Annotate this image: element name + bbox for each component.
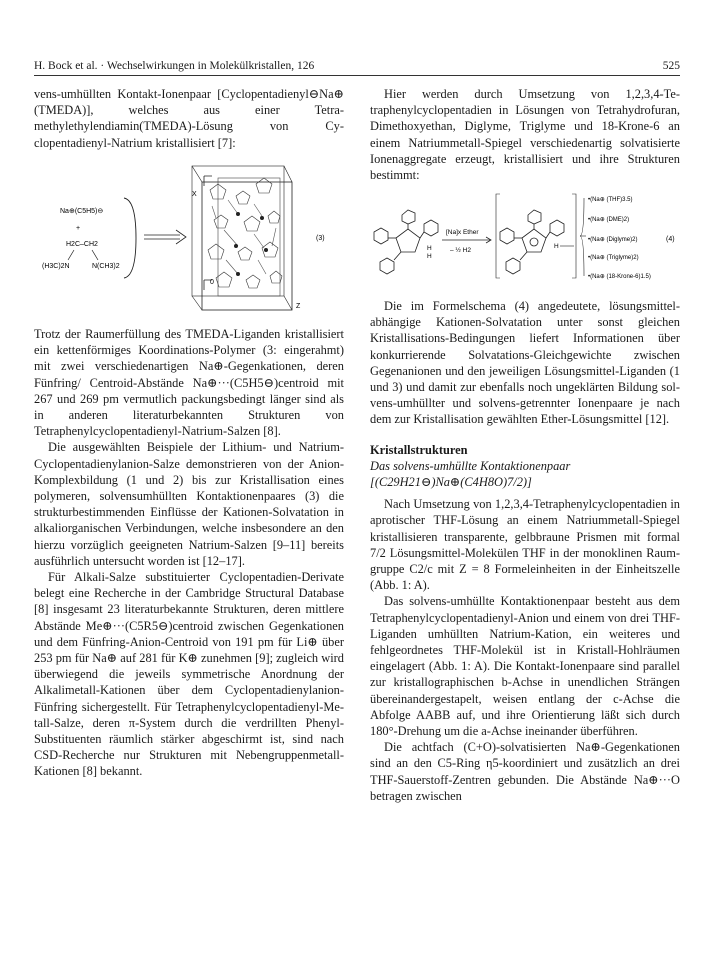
bracket-left — [496, 194, 500, 278]
reaction-arrow — [144, 230, 186, 244]
bracket-right — [572, 194, 586, 278]
axis-z-label: Z — [296, 303, 301, 310]
running-title: H. Bock et al. · Wechselwirkungen in Molekülkristallen, 126 — [34, 60, 315, 72]
solvate-dme: •(Na⊕ (DME)2) — [588, 217, 630, 223]
scheme3-label: (3) — [316, 235, 325, 242]
paragraph-left-1: Trotz der Raumerfüllung des TMEDA-Liganden kristallisiert ein kettenförmiges Koordinations-Polymer (3: eingerahmt) mit zwei verschiedenartigen Na⊕-Gegenkationen, deren Fünfring/ Centroid-Abstände Na⊕···(C5H5⊖)centroid mit 267 und 269 pm vermutlich packungsbedingt länger sind als in anderen literaturbekannten Strukturen von Tetraphenylcyclopentadienyl-Natrium-Salzen [8]. — [34, 327, 344, 439]
crystal-packing-diagram — [192, 166, 292, 310]
paragraph-right-5: Die achtfach (C+O)-solvatisierten Na⊕-Gegenkationen sind an den C5-Ring η5-koordiniert und zusätzlich an drei THF-Sauerstoff-Zentren gebunden. Die Abstände Na⊕···O betragen zwischen — [370, 740, 680, 803]
paragraph-right-1: Hier werden durch Umsetzung von 1,2,3,4-Tetraphenylcyclopentadien in Lösungen von Tetrahydrofuran, Dimethoxyethan, Diglyme, Triglyme und 18-Krone-6 an einem Natriummetall-Spiegel verschiedenartig solvatisierte Ionenaggregate erzeugt, kristallisiert und ihre Strukturen bestimmt: — [370, 87, 680, 183]
axis-origin-label: 0 — [210, 279, 214, 286]
scheme3-n-left: (H3C)2N — [42, 263, 70, 270]
page-number: 525 — [662, 60, 680, 72]
paragraph-left-3: Für Alkali-Salze substituierter Cyclopentadien-Derivate belegt eine Recherche in der Cambridge Structural Database [8] insgesamt 23 literaturbekannte Strukturen, deren mittlere Abstände Me⊕···(C5R5⊖)centroid zwischen Gegenkationen und dem Fünfring-Anion-Centroid von 191 pm für Li⊕ über 253 pm für Na⊕ auf 281 für K⊕ zunehmen [9]; zugleich wird überwiegend die jeweils symmetrische Anordnung der Alkalimetall-Kationen über dem Cyclopentadienylanion-Fünfring sichergestellt. Für Tetraphenylcyclopentadienyl-Metall-Salze, deren π-System durch die verdrillten Phenyl-Substituenten räumlich stärker abgeschirmt ist, sind nach CSD-Recherche nur Strukturen mit Nebengruppenmetall-Kationen [8] bekannt. — [34, 570, 344, 779]
right-column-top — [370, 86, 680, 183]
scheme4-h-left: H — [427, 253, 432, 260]
scheme4-label: (4) — [666, 236, 675, 243]
paragraph-left-2: Die ausgewählten Beispiele der Lithium- und Natrium-Cyclopentadienylanion-Salze demonstrieren von der Anion-Komplexbildung (1 und 2) bis zur Kristallisation eines polymeren, solvensumhüllten Kontaktionenpaares (3) die strukturbestimmenden Einflüsse der Kationen-Solvatation in alkaliorganischen Verbindungen, welche insbesondere an den hierzu vorzüglich geeigneten Natrium-Salzen [9–11] bereits ausführlich untersucht worden ist [12–17]. — [34, 440, 344, 568]
paragraph-right-2: Die im Formelschema (4) angedeutete, lösungsmittel-abhängige Kationen-Solvatation unter sonst gleichen Kristallisations-Bedingungen liefert Informationen über konkurrierende Solvatations-Gleichgewichte zwischen Gegenanionen und den jeweiligen Lösungsmittel-Liganden (1 und 3) und damit zur ebenfalls noch ungeklärten Bildung solvens-umhüllter und solvens-getrennter Ionenpaare je nach dem zur Kristallisation gewählten Ether-Lösungsmittel [12]. — [370, 299, 680, 427]
solvate-diglyme: •(Na⊕ (Diglyme)2) — [588, 237, 638, 243]
scheme-4-figure — [366, 186, 682, 286]
paragraph-right-4: Das solvens-umhüllte Kontaktionenpaar besteht aus dem Tetraphenylcyclopentadienyl-Anion und einem von drei THF-Liganden umhüllten Natrium-Kation, ein weiteres und fehlgeordnetes THF-Molekül ist in Kristall-Hohlräumen eingelagert (Abb. 1: A). Die Kontakt-Ionenpaare sind parallel zur kristallographischen b-Achse in unendlichen Strängen übereinandergestapelt, weisen entlang der c-Achse die Abfolge AABB auf, und ihre Orientierung läßt sich durch 180°-Drehung um die a-Achse ineinander überführen. — [370, 594, 680, 739]
scheme4-h-right: H — [427, 245, 432, 252]
scheme3-brace — [124, 198, 136, 278]
section-heading: Kristallstrukturen — [370, 442, 468, 457]
scheme3-ch2: H2C–CH2 — [66, 241, 98, 248]
axis-x-label: X — [192, 191, 197, 198]
subsection-title: Das solvens-umhüllte Kontaktionenpaar — [370, 458, 571, 473]
left-column-body — [34, 326, 344, 780]
tetraphenylcyclopentadienyl-anion — [500, 210, 564, 274]
scheme-3-figure — [40, 160, 340, 315]
paragraph-right-3: Nach Umsetzung von 1,2,3,4-Tetraphenylcyclopentadien in aprotischer THF-Lösung an einem Natriummetall-Spiegel kristallisieren transparente, gelbbraune Prismen mit formal 7/2 Lösungsmittel-Molekülen THF in der monoklinen Raumgruppe C2/c mit Z = 8 Formeleinheiten in der Einheitszelle (Abb. 1: A). — [370, 497, 680, 593]
right-column-body — [370, 298, 680, 804]
scheme4-byproduct: – ½ H2 — [450, 247, 471, 254]
paragraph-left-intro: vens-umhüllten Kontakt-Ionenpaar [Cyclopentadienyl⊖Na⊕ (TMEDA)], welches aus einer Tetramethylethylendiamin(TMEDA)-Lösung von Cyclopentadienyl-Natrium kristallisiert [7]: — [34, 87, 344, 150]
scheme4-h-product: H — [554, 243, 559, 250]
scheme3-n-right: N(CH3)2 — [92, 263, 120, 270]
left-column-top — [34, 86, 344, 151]
scheme4-reagent: [Na]x Ether — [446, 229, 479, 236]
subsection-formula: [(C29H21⊖)Na⊕(C4H8O)7/2)] — [370, 475, 532, 490]
running-header — [34, 60, 680, 76]
tetraphenylcyclopentadiene-structure — [374, 210, 438, 274]
solvate-thf: •(Na⊕ (THF)3.5) — [588, 197, 633, 203]
scheme3-plus: + — [76, 225, 81, 232]
solvate-18-crown-6: •(Na⊕ (18-Krone-6)1.5) — [588, 274, 651, 280]
scheme3-reagent: Na⊕(C5H5)⊖ — [60, 208, 104, 215]
solvate-triglyme: •(Na⊕ (Triglyme)2) — [588, 255, 639, 261]
